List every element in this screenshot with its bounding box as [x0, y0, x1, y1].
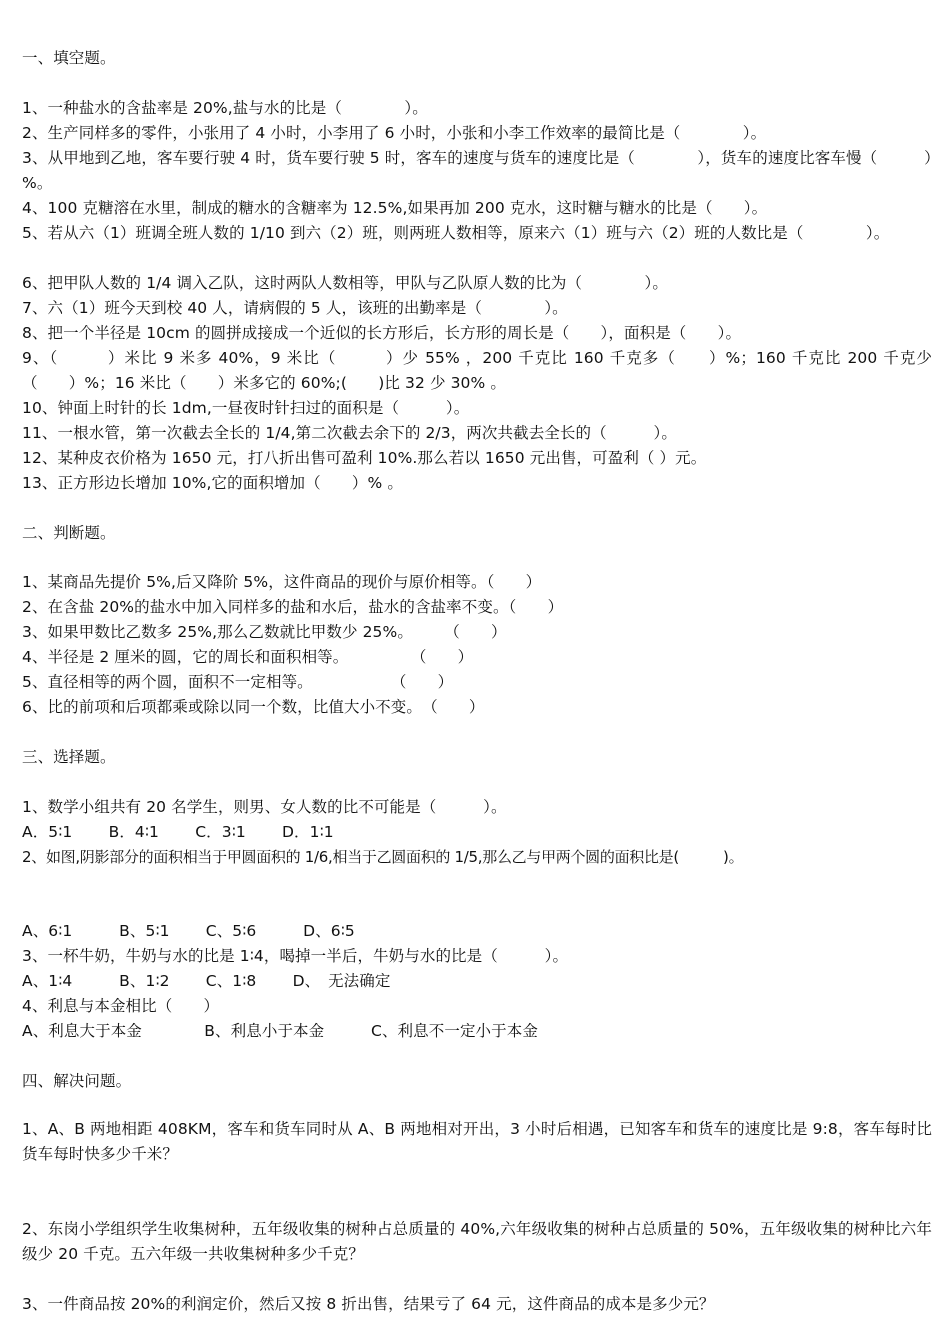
fill-question-9: 9、（ ）米比 9 米多 40%，9 米比（ ）少 55% ，200 千克比 160 千克多（ ）%；160 千克比 200 千克少（ ）%；16 米比（ ）米多它的 60%;( )比 32 少 30% 。	[22, 349, 932, 392]
fill-question-5: 5、若从六（1）班调全班人数的 1/10 到六（2）班，则两班人数相等，原来六（1）班与六（2）班的人数比是（ ）。	[22, 224, 890, 242]
judge-question-6: 6、比的前项和后项都乘或除以同一个数，比值大小不变。 （ ）	[22, 698, 485, 716]
fill-question-10: 10、钟面上时针的长 1dm,一昼夜时针扫过的面积是（ ）。	[22, 399, 470, 417]
section-heading-solve: 四、解决问题。	[22, 1072, 132, 1090]
fill-question-4: 4、100 克糖溶在水里，制成的糖水的含糖率为 12.5%,如果再加 200 克水，这时糖与糖水的比是（ ）。	[22, 199, 768, 217]
section-heading-choice: 三、选择题。	[22, 748, 116, 766]
choice-options-2: A、6∶1 B、5∶1 C、5∶6 D、6∶5	[22, 922, 355, 940]
solve-question-2: 2、东岗小学组织学生收集树种，五年级收集的树种占总质量的 40%,六年级收集的树种占总质量的 50%，五年级收集的树种比六年级少 20 千克。五六年级一共收集树种多少千克？	[22, 1220, 932, 1263]
fill-question-1: 1、一种盐水的含盐率是 20%,盐与水的比是（ ）。	[22, 99, 428, 117]
fill-question-2: 2、生产同样多的零件，小张用了 4 小时，小李用了 6 小时，小张和小李工作效率的最简比是（ ）。	[22, 124, 767, 142]
fill-question-13: 13、正方形边长增加 10%,它的面积增加（ ）% 。	[22, 474, 403, 492]
section-heading-judge: 二、判断题。	[22, 524, 116, 542]
choice-question-3: 3、一杯牛奶，牛奶与水的比是 1∶4，喝掉一半后，牛奶与水的比是（ ）。	[22, 947, 569, 965]
fill-question-8: 8、把一个半径是 10cm 的圆拼成接成一个近似的长方形后，长方形的周长是（ ），面积是（ ）。	[22, 324, 742, 342]
fill-question-6: 6、把甲队人数的 1/4 调入乙队，这时两队人数相等，甲队与乙队原人数的比为（ ）。	[22, 274, 668, 292]
judge-question-2: 2、在含盐 20%的盐水中加入同样多的盐和水后，盐水的含盐率不变。（ ）	[22, 598, 564, 616]
choice-question-1: 1、数学小组共有 20 名学生，则男、女人数的比不可能是（ ）。	[22, 798, 507, 816]
section-heading-fill: 一、填空题。	[22, 49, 116, 67]
choice-options-1: A．5∶1 B．4∶1 C．3∶1 D．1∶1	[22, 823, 334, 841]
choice-options-4: A、利息大于本金 B、利息小于本金 C、利息不一定小于本金	[22, 1022, 538, 1040]
fill-question-3: 3、从甲地到乙地，客车要行驶 4 时，货车要行驶 5 时，客车的速度与货车的速度比是（ ），货车的速度比客车慢（ ）%。	[22, 149, 932, 192]
judge-question-4: 4、半径是 2 厘米的圆，它的周长和面积相等。 （ ）	[22, 648, 474, 666]
judge-question-3: 3、如果甲数比乙数多 25%,那么乙数就比甲数少 25%。 （ ）	[22, 623, 507, 641]
fill-question-11: 11、一根水管，第一次截去全长的 1/4,第二次截去余下的 2/3，两次共截去全长的（ ）。	[22, 424, 677, 442]
solve-question-1: 1、A、B 两地相距 408KM，客车和货车同时从 A、B 两地相对开出，3 小时后相遇，已知客车和货车的速度比是 9:8，客车每时比货车每时快多少千米？	[22, 1120, 932, 1163]
solve-question-3: 3、一件商品按 20%的利润定价，然后又按 8 折出售，结果亏了 64 元，这件商品的成本是多少元？	[22, 1295, 715, 1313]
judge-question-1: 1、某商品先提价 5%,后又降阶 5%，这件商品的现价与原价相等。（ ）	[22, 573, 542, 591]
judge-question-5: 5、直径相等的两个圆，面积不一定相等。 （ ）	[22, 673, 454, 691]
choice-question-2: 2、如图,阴影部分的面积相当于甲圆面积的 1/6,相当于乙圆面积的 1/5,那么乙与甲两个圆的面积比是( )。	[22, 848, 744, 866]
choice-question-4: 4、利息与本金相比（ ）	[22, 997, 220, 1015]
choice-options-3: A、1∶4 B、1∶2 C、1∶8 D、 无法确定	[22, 972, 391, 990]
fill-question-7: 7、六（1）班今天到校 40 人，请病假的 5 人，该班的出勤率是（ ）。	[22, 299, 568, 317]
fill-question-12: 12、某种皮衣价格为 1650 元，打八折出售可盈利 10%.那么若以 1650 元出售，可盈利（ ）元。	[22, 449, 707, 467]
